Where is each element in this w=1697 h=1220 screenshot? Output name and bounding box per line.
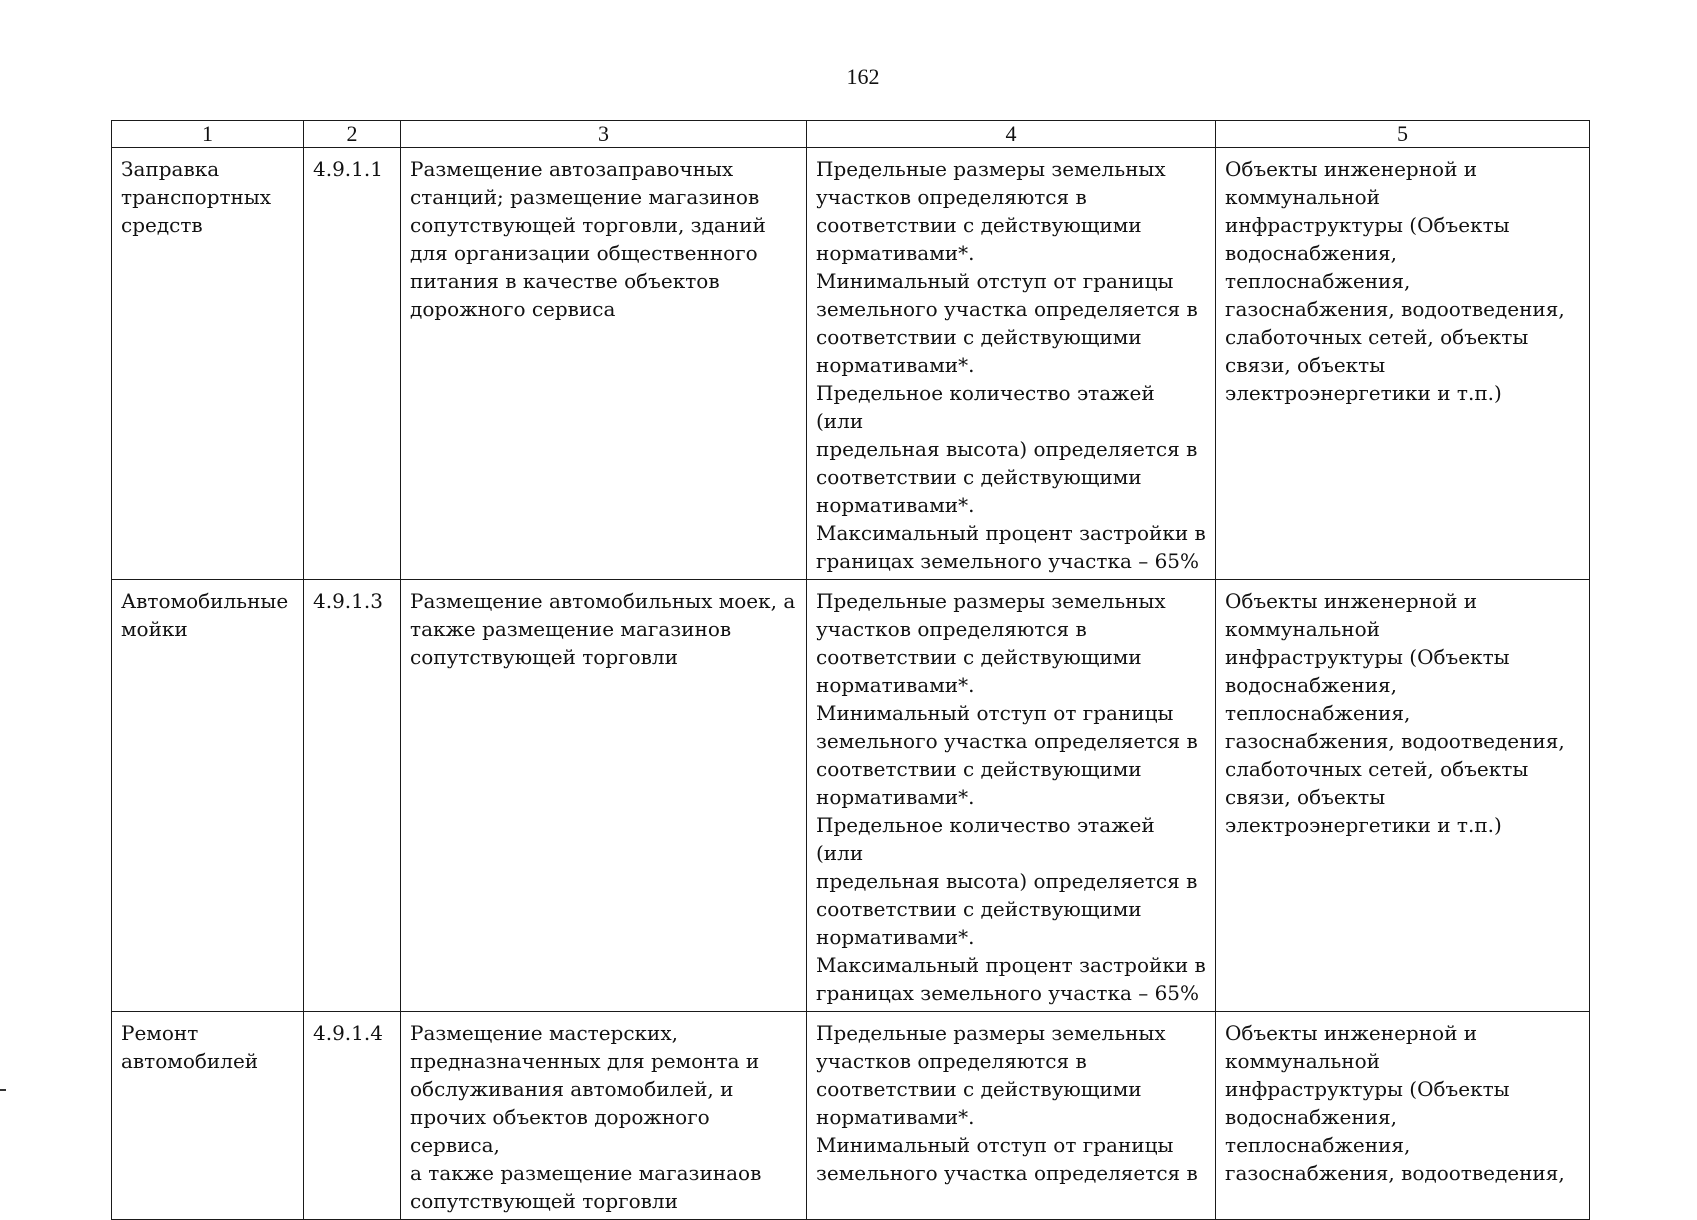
use-code-cell: 4.9.1.1 <box>304 148 401 580</box>
page-number: 162 <box>846 64 880 89</box>
table-row <box>112 580 1590 1012</box>
header-col-5: 5 <box>1216 121 1590 148</box>
header-col-4: 4 <box>807 121 1216 148</box>
use-description-cell: Размещение мастерских, предназначенных для ремонта и обслуживания автомобилей, и прочих объектов дорожного сервиса, а также размещение магазинаов сопутствующей торговли <box>401 1012 807 1220</box>
table-header-row <box>112 121 1590 148</box>
parameters-cell: Предельные размеры земельных участков определяются в соответствии с действующими нормативами*. Минимальный отступ от границы земельного участка определяется в соответствии с действующими нормативами*. Предельное количество этажей (или предельная высота) определяется в соответствии с действующими нормативами*. Максимальный процент застройки в границах земельного участка – 65% <box>807 148 1216 580</box>
header-col-2: 2 <box>304 121 401 148</box>
table-row <box>112 1012 1590 1220</box>
table-row <box>112 148 1590 580</box>
header-col-3: 3 <box>401 121 807 148</box>
use-name-cell: Автомобильные мойки <box>112 580 304 1012</box>
auxiliary-uses-cell: Объекты инженерной и коммунальной инфраструктуры (Объекты водоснабжения, теплоснабжения, газоснабжения, водоотведения, слаботочных сетей, объекты связи, объекты электроэнергетики и т.п.) <box>1216 148 1590 580</box>
land-use-table <box>111 120 1590 1220</box>
scan-margin-mark <box>0 1089 6 1091</box>
use-code-cell: 4.9.1.4 <box>304 1012 401 1220</box>
parameters-cell: Предельные размеры земельных участков определяются в соответствии с действующими нормативами*. Минимальный отступ от границы земельного участка определяется в <box>807 1012 1216 1220</box>
use-name-cell: Заправка транспортных средств <box>112 148 304 580</box>
auxiliary-uses-cell: Объекты инженерной и коммунальной инфраструктуры (Объекты водоснабжения, теплоснабжения, газоснабжения, водоотведения, <box>1216 1012 1590 1220</box>
use-description-cell: Размещение автозаправочных станций; размещение магазинов сопутствующей торговли, зданий для организации общественного питания в качестве объектов дорожного сервиса <box>401 148 807 580</box>
use-description-cell: Размещение автомобильных моек, а также размещение магазинов сопутствующей торговли <box>401 580 807 1012</box>
header-col-1: 1 <box>112 121 304 148</box>
use-name-cell: Ремонт автомобилей <box>112 1012 304 1220</box>
parameters-cell: Предельные размеры земельных участков определяются в соответствии с действующими нормативами*. Минимальный отступ от границы земельного участка определяется в соответствии с действующими нормативами*. Предельное количество этажей (или предельная высота) определяется в соответствии с действующими нормативами*. Максимальный процент застройки в границах земельного участка – 65% <box>807 580 1216 1012</box>
auxiliary-uses-cell: Объекты инженерной и коммунальной инфраструктуры (Объекты водоснабжения, теплоснабжения, газоснабжения, водоотведения, слаботочных сетей, объекты связи, объекты электроэнергетики и т.п.) <box>1216 580 1590 1012</box>
use-code-cell: 4.9.1.3 <box>304 580 401 1012</box>
